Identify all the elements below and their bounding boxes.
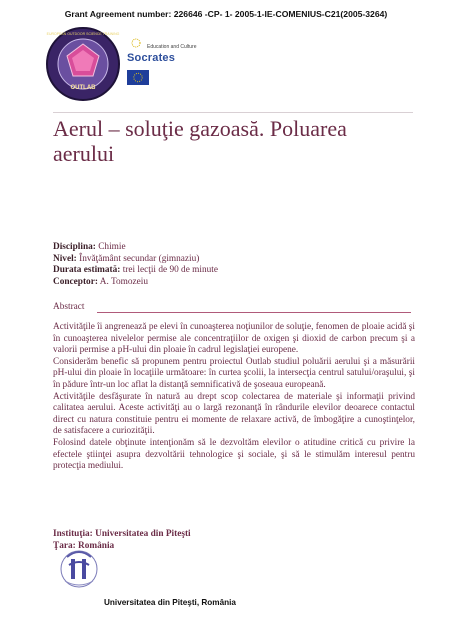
designer-row: Conceptor: A. Tomozeiu	[53, 276, 148, 287]
country-line: Ţara: România	[53, 540, 115, 551]
outlab-ring-text: EUROPEAN OUTDOOR SCIENCE TRAINING	[46, 32, 120, 36]
outlab-logo	[45, 26, 121, 102]
university-logo	[55, 543, 103, 591]
abstract-body	[53, 322, 415, 473]
outlab-logo-text: OUTLAB	[70, 85, 96, 91]
title-line-1: Aerul – soluţie gazoasă. Poluarea	[53, 116, 347, 141]
lesson-metadata	[53, 242, 218, 288]
eu-flag-icon	[127, 70, 149, 85]
institution-line: Instituţia: Universitatea din Piteşti	[53, 529, 191, 539]
title-line-2: aerului	[53, 141, 115, 166]
document-title	[53, 116, 413, 166]
abstract-underline	[97, 312, 411, 313]
page-footer: Universitatea din Piteşti, România	[104, 598, 236, 607]
ec-flag-icon	[127, 36, 145, 50]
title-divider	[53, 112, 413, 113]
abstract-paragraph: Activităţile îi angrenează pe elevi în cunoaşterea noţiunilor de soluţie, fenomen de ploaie acidă şi în cunoaşterea nivelelor permise ale concentraţiilor de oxigen şi dioxid de carbon precum şi a valorii permise a pH-ului din ploaie în cadrul legislaţiei europene.	[53, 322, 415, 356]
abstract-paragraph: Activităţile desfăşurate în natură au drept scop colectarea de materiale şi informaţii privind calitatea aerului. Aceste activităţi au o largă rezonanţă în rândurile elevilor deoarece contactul direct cu natura constituie pentru ei momente de relaxare activă, de îmbogăţire a cunoştinţelor, de satisfacere a curiozităţii.	[53, 391, 415, 437]
duration-row: Durata estimată: trei lecţii de 90 de minute	[53, 265, 218, 276]
education-culture-text: Education and Culture	[147, 44, 197, 50]
abstract-label: Abstract	[53, 302, 85, 312]
eu-socrates-logos	[127, 30, 217, 90]
level-row: Nivel: Învăţământ secundar (gimnaziu)	[53, 253, 200, 264]
discipline-row: Disciplina: Chimie	[53, 242, 126, 252]
abstract-heading	[53, 302, 413, 312]
abstract-paragraph: Folosind datele obţinute intenţionăm să le dezvoltăm elevilor o atitudine critică cu privire la efectele ştiinţei asupra dezvoltării tehnologice şi sociale, şi să le stimulăm interesul pentru protecţia mediului.	[53, 437, 415, 472]
socrates-logo: Socrates	[127, 52, 176, 64]
abstract-paragraph: Considerăm benefic să propunem pentru proiectul Outlab studiul poluării aerului şi a măsurării pH-ului din ploaie în locaţiile următoare: în curtea şcolii, la intersecţia centrul satului/oraşului, şi în pădure într-un loc aflat la distanţă semnificativă de şoseaua europeană.	[53, 356, 415, 390]
grant-agreement-header: Grant Agreement number: 226646 -CP- 1- 2005-1-IE-COMENIUS-C21(2005-3264)	[64, 9, 388, 19]
